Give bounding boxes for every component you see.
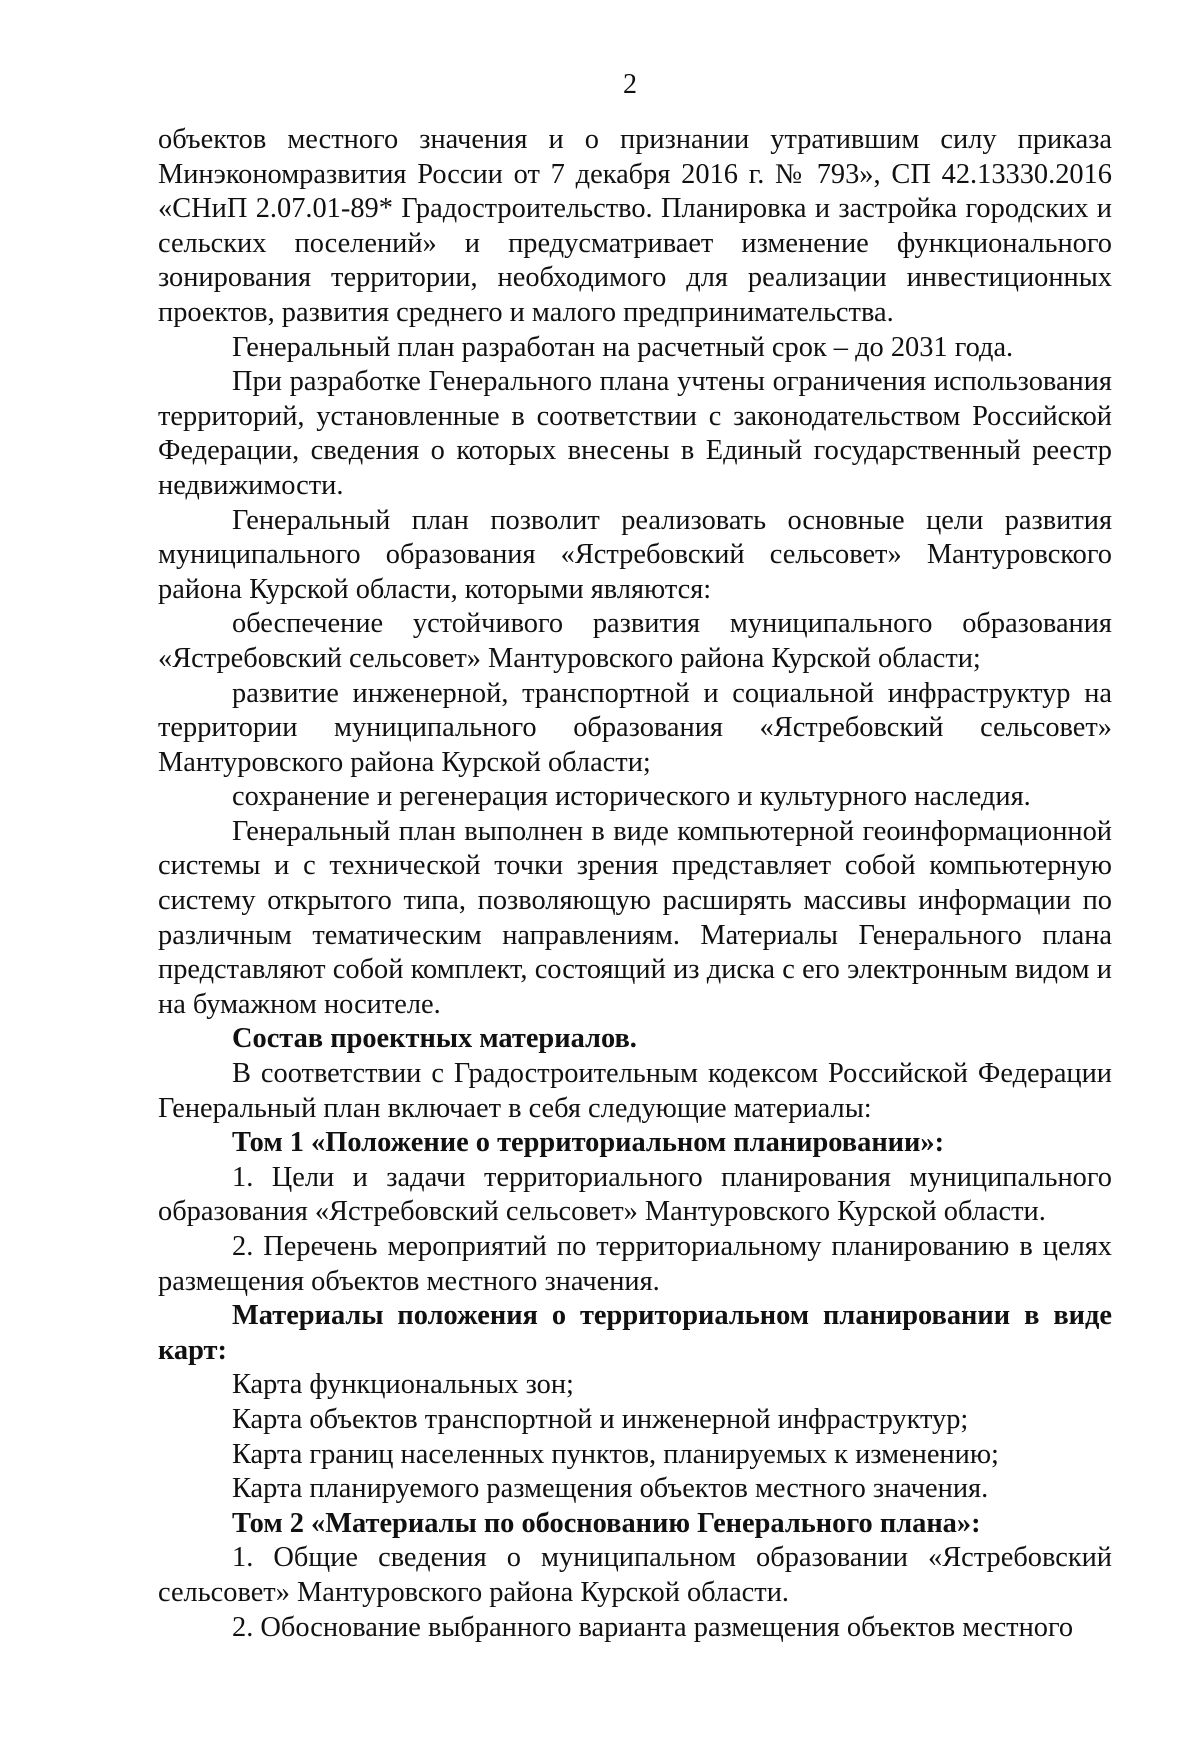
section-heading: Состав проектных материалов. — [232, 1023, 637, 1055]
section-heading: Том 2 «Материалы по обоснованию Генерального плана»: — [232, 1507, 981, 1539]
paragraph: Генеральный план выполнен в виде компьютерной геоинформационной системы и с технической точки зрения представляет собой компьютерную систему открытого типа, позволяющую расширять массивы информации по различным тематическим направлениям. Материалы Генерального плана представляют собой комплект, состоящий из диска с его электронным видом и на бумажном носителе. — [158, 815, 1112, 1020]
paragraph: 1. Цели и задачи территориального планирования муниципального образования «Ястребовский сельсовет» Мантуровского Курской области. — [158, 1161, 1112, 1228]
paragraph: Генеральный план разработан на расчетный срок – до 2031 года. — [232, 331, 1014, 363]
paragraph: Карта объектов транспортной и инженерной инфраструктур; — [232, 1403, 969, 1435]
paragraph: объектов местного значения и о признании утратившим силу приказа Минэкономразвития России от 7 декабря 2016 г. № 793», СП 42.13330.2016 «СНиП 2.07.01-89* Градостроительство. Планировка и застройка городских и сельских поселений» и предусматривает изменение функционального зонирования территории, необходимого для реализации инвестиционных проектов, развития среднего и малого предпринимательства. — [158, 124, 1112, 328]
paragraph: При разработке Генерального плана учтены ограничения использования территорий, установленные в соответствии с законодательством Российской Федерации, сведения о которых внесены в Единый государственный реестр недвижимости. — [158, 366, 1112, 501]
paragraph: Карта планируемого размещения объектов местного значения. — [232, 1473, 989, 1505]
paragraph: 2. Обоснование выбранного варианта размещения объектов местного — [232, 1611, 1074, 1643]
page-number: 2 — [623, 69, 637, 100]
paragraph: Карта функциональных зон; — [232, 1369, 574, 1401]
paragraph: обеспечение устойчивого развития муниципального образования «Ястребовский сельсовет» Мантуровского района Курской области; — [158, 608, 1112, 674]
document-body — [158, 123, 1112, 1645]
paragraph: В соответствии с Градостроительным кодексом Российской Федерации Генеральный план включает в себя следующие материалы: — [158, 1058, 1112, 1124]
paragraph: развитие инженерной, транспортной и социальной инфраструктур на территории муниципального образования «Ястребовский сельсовет» Мантуровского района Курской области; — [158, 677, 1112, 778]
section-heading: Материалы положения о территориальном планировании в виде карт: — [158, 1300, 1112, 1366]
paragraph: Генеральный план позволит реализовать основные цели развития муниципального образования «Ястребовский сельсовет» Мантуровского района Курской области, которыми являются: — [158, 504, 1112, 605]
section-heading: Том 1 «Положение о территориальном планировании»: — [232, 1127, 945, 1159]
paragraph: сохранение и регенерация исторического и культурного наследия. — [232, 781, 1031, 813]
paragraph: 1. Общие сведения о муниципальном образовании «Ястребовский сельсовет» Мантуровского района Курской области. — [158, 1542, 1112, 1608]
paragraph: Карта границ населенных пунктов, планируемых к изменению; — [232, 1438, 999, 1470]
paragraph: 2. Перечень мероприятий по территориальному планированию в целях размещения объектов местного значения. — [158, 1231, 1112, 1297]
